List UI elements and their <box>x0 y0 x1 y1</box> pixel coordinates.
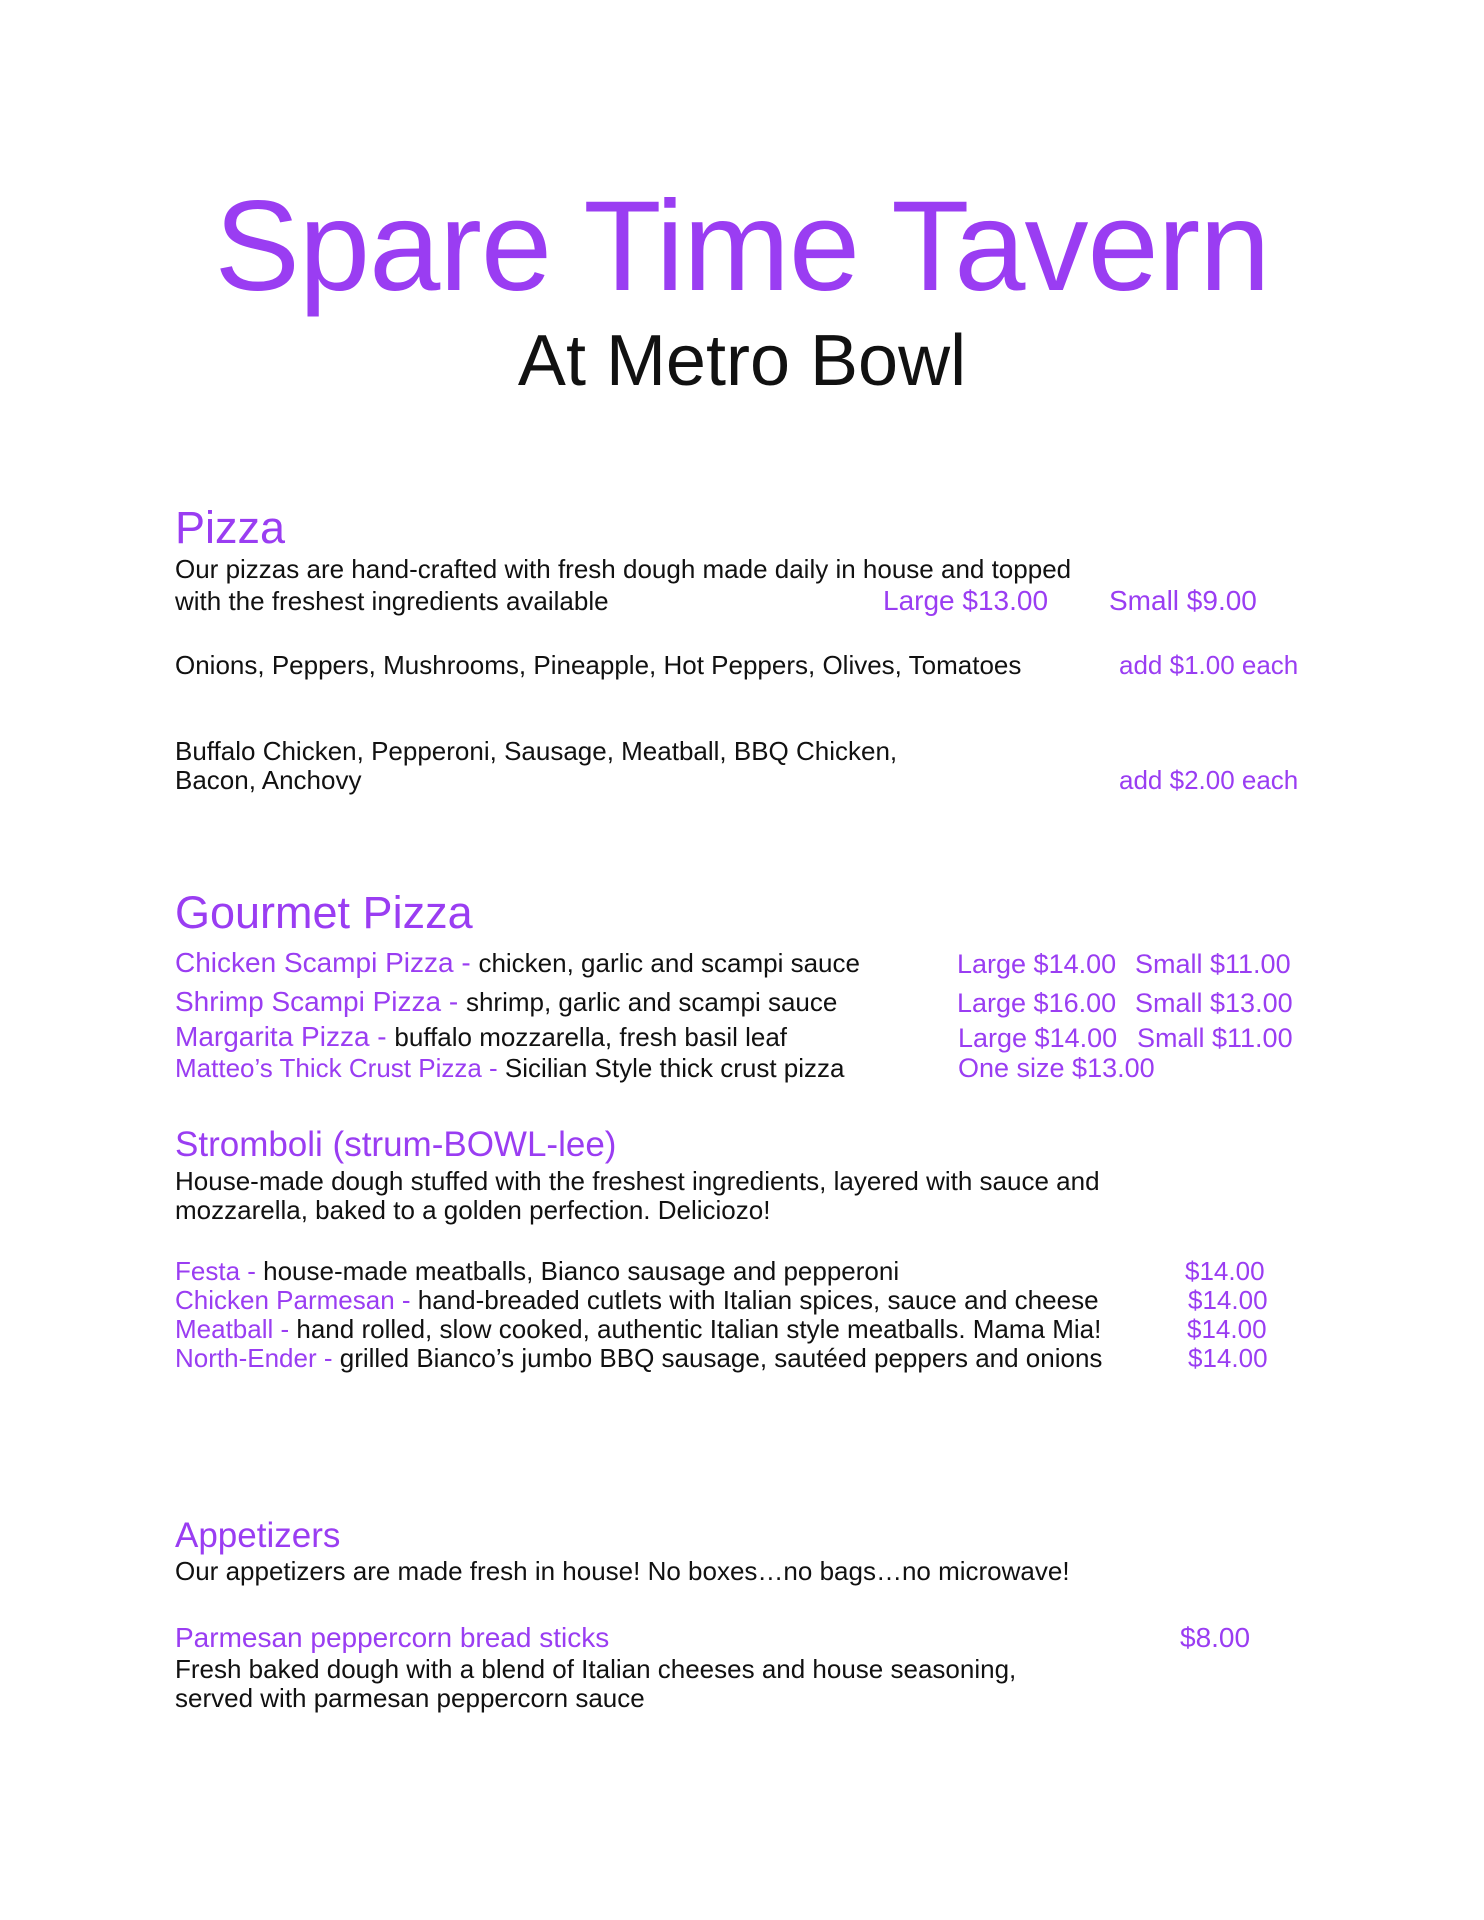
pizza-toppings-meat-price: add $2.00 each <box>1119 765 1299 795</box>
stromboli-item-desc: hand-breaded cutlets with Italian spices, sauce and cheese <box>417 1285 1099 1315</box>
stromboli-item-price: $14.00 <box>1185 1256 1265 1286</box>
gourmet-price-small: Small $11.00 <box>1135 949 1291 979</box>
stromboli-item-price: $14.00 <box>1187 1314 1267 1344</box>
stromboli-item-price: $14.00 <box>1188 1285 1268 1315</box>
gourmet-item-name: Matteo’s Thick Crust Pizza - <box>175 1053 505 1083</box>
gourmet-item-name: Shrimp Scampi Pizza - <box>175 986 466 1017</box>
section-heading-stromboli: Stromboli (strum-BOWL-lee) <box>175 1125 617 1164</box>
stromboli-description-line-1: House-made dough stuffed with the freshest ingredients, layered with sauce and <box>175 1166 1100 1196</box>
pizza-price-large: Large $13.00 <box>883 585 1049 616</box>
pizza-description-line-1: Our pizzas are hand-crafted with fresh dough made daily in house and topped <box>175 554 1072 584</box>
gourmet-price-small: Small $13.00 <box>1135 988 1293 1018</box>
gourmet-price-large: Large $14.00 <box>957 949 1117 979</box>
gourmet-item-chicken-scampi <box>175 949 860 977</box>
appetizer-item-price: $8.00 <box>1180 1622 1251 1653</box>
stromboli-item-price: $14.00 <box>1188 1343 1268 1373</box>
stromboli-item-name: Festa - <box>175 1256 264 1286</box>
gourmet-price-large: Large $16.00 <box>957 988 1117 1018</box>
gourmet-item-name: Chicken Scampi Pizza - <box>175 947 479 978</box>
stromboli-item-festa <box>175 1258 899 1284</box>
gourmet-item-thick-crust <box>175 1055 844 1081</box>
gourmet-item-shrimp-scampi <box>175 988 837 1016</box>
gourmet-item-desc: chicken, garlic and scampi sauce <box>478 948 860 978</box>
pizza-toppings-veg: Onions, Peppers, Mushrooms, Pineapple, Hot Peppers, Olives, Tomatoes <box>175 650 1022 680</box>
stromboli-item-desc: house-made meatballs, Bianco sausage and pepperoni <box>263 1256 900 1286</box>
appetizer-item-desc-line-1: Fresh baked dough with a blend of Italian cheeses and house seasoning, <box>175 1654 1017 1684</box>
restaurant-title: Spare Time Tavern <box>214 175 1270 318</box>
gourmet-item-margarita <box>175 1023 787 1051</box>
stromboli-description-line-2: mozzarella, baked to a golden perfection. Deliciozo! <box>175 1195 771 1225</box>
gourmet-item-desc: Sicilian Style thick crust pizza <box>504 1053 845 1083</box>
pizza-toppings-veg-price: add $1.00 each <box>1119 650 1299 680</box>
stromboli-item-desc: grilled Bianco’s jumbo BBQ sausage, sautéed peppers and onions <box>339 1343 1103 1373</box>
stromboli-item-north-ender <box>175 1345 1102 1371</box>
appetizer-item-name: Parmesan peppercorn bread sticks <box>175 1622 610 1653</box>
pizza-toppings-meat-line-1: Buffalo Chicken, Pepperoni, Sausage, Meatball, BBQ Chicken, <box>175 736 898 766</box>
section-heading-appetizers: Appetizers <box>175 1516 341 1555</box>
pizza-toppings-meat-line-2: Bacon, Anchovy <box>175 765 362 795</box>
pizza-description-line-2: with the freshest ingredients available <box>175 586 609 616</box>
gourmet-price-large: Large $14.00 <box>958 1023 1118 1053</box>
gourmet-item-desc: buffalo mozzarella, fresh basil leaf <box>394 1022 788 1052</box>
gourmet-item-desc: shrimp, garlic and scampi sauce <box>465 987 838 1017</box>
section-heading-pizza: Pizza <box>175 502 286 553</box>
appetizer-item-desc-line-2: served with parmesan peppercorn sauce <box>175 1683 645 1713</box>
section-heading-gourmet-pizza: Gourmet Pizza <box>175 887 473 938</box>
stromboli-item-name: North-Ender - <box>175 1343 340 1373</box>
stromboli-item-chicken-parmesan <box>175 1287 1099 1313</box>
stromboli-item-name: Chicken Parmesan - <box>175 1285 418 1315</box>
gourmet-price-small: Small $11.00 <box>1137 1023 1293 1053</box>
gourmet-price-one-size: One size $13.00 <box>958 1053 1155 1083</box>
stromboli-item-desc: hand rolled, slow cooked, authentic Italian style meatballs. Mama Mia! <box>296 1314 1102 1344</box>
restaurant-subtitle: At Metro Bowl <box>517 321 967 401</box>
stromboli-item-meatball <box>175 1316 1101 1342</box>
stromboli-item-name: Meatball - <box>175 1314 297 1344</box>
pizza-price-small: Small $9.00 <box>1109 585 1257 616</box>
gourmet-item-name: Margarita Pizza - <box>175 1021 395 1052</box>
appetizers-description: Our appetizers are made fresh in house! No boxes…no bags…no microwave! <box>175 1556 1070 1586</box>
